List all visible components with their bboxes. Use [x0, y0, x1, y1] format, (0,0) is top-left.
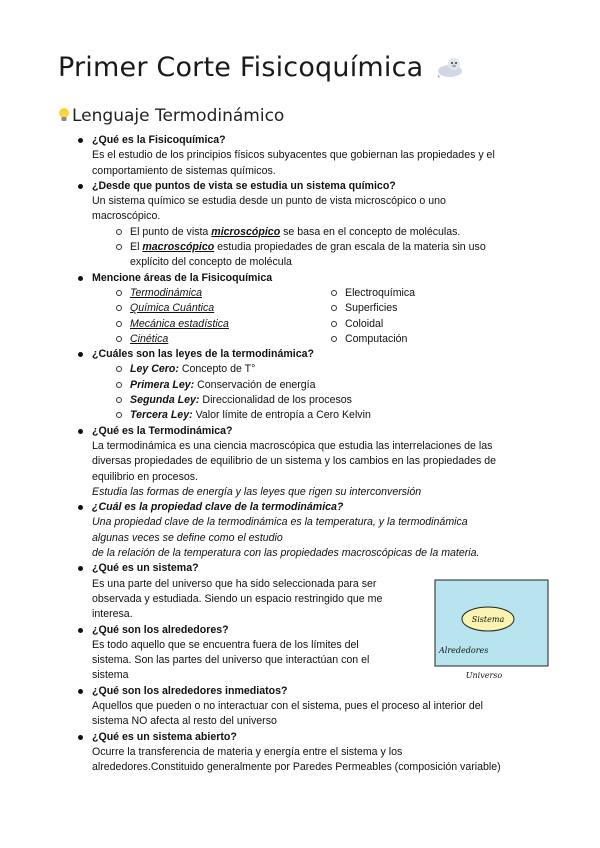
law-item [116, 378, 546, 393]
answer-line: Un sistema químico se estudia desde un punto de vista microscópico o uno [92, 195, 446, 208]
sub-list-item [116, 225, 546, 240]
emphasis-term: macroscópico [142, 241, 215, 254]
question: ¿Cuáles son las leyes de la termodinámica? [92, 348, 314, 361]
seal-icon [436, 55, 464, 86]
answer-line: alrededores.Constituido generalmente por Paredes Permeables (composición variable) [92, 761, 501, 774]
area-item: Coloidal [331, 317, 546, 332]
areas-columns [92, 286, 546, 347]
answer-line: comportamiento de sistemas químicos. [92, 164, 276, 177]
sub-text: El [130, 241, 143, 254]
universe-label: Universo [465, 671, 503, 680]
sub-text: se basa en el concepto de moléculas. [280, 225, 461, 238]
page-title [58, 52, 464, 86]
areas-right-list [331, 286, 546, 347]
answer-line: sistema NO afecta al resto del universo [92, 715, 277, 728]
law-desc: Conservación de energía [194, 378, 316, 391]
question: ¿Desde que puntos de vista se estudia un sistema químico? [92, 179, 396, 192]
page-title-text: Primer Corte Fisicoquímica [58, 52, 424, 83]
list-item [76, 133, 546, 179]
law-desc: Direccionalidad de los procesos [199, 394, 352, 407]
answer-line: La termodinámica es una ciencia macroscópica que estudia las interrelaciones de las [92, 439, 493, 452]
area-item [116, 301, 331, 316]
italic-note: Estudia las formas de energía y las leyes que rigen su interconversión [92, 485, 422, 498]
answer-line: Es el estudio de los principios físicos subyacentes que gobiernan las propiedades y el [92, 149, 495, 162]
answer-line: Es todo aquello que se encuentra fuera de los límites del [92, 638, 359, 651]
answer-line: Es una parte del universo que ha sido seleccionada para ser [92, 577, 377, 590]
emphasis-term: microscópico [211, 225, 281, 238]
sub-list [92, 225, 546, 271]
law-item [116, 408, 546, 423]
italic-line: Una propiedad clave de la termodinámica es la temperatura, y la termodinámica [92, 516, 468, 529]
question: Mencione áreas de la Fisicoquímica [92, 271, 273, 284]
answer-line: sistema [92, 669, 129, 682]
section-heading [58, 106, 284, 128]
question: ¿Qué son los alrededores? [92, 623, 229, 636]
system-label: Sistema [471, 615, 505, 624]
list-item [76, 500, 546, 561]
area-item [116, 317, 331, 332]
answer-line: diversas propiedades de equilibrio de un sistema y los cambios en las propiedades de [92, 455, 496, 468]
sub-text: explícito del concepto de molécula [130, 256, 292, 269]
law-desc: Valor límite de entropía a Cero Kelvin [192, 409, 371, 422]
system-diagram [434, 579, 549, 684]
law-name: Tercera Ley: [130, 409, 193, 422]
question: ¿Qué es la Fisicoquímica? [92, 134, 226, 146]
answer-line: macroscópico. [92, 210, 161, 223]
italic-line: de la relación de la temperatura con las propiedades macroscópicas de la materia. [92, 547, 480, 560]
answer-line: observada y estudiada. Siendo un espacio restringido que me [92, 592, 383, 605]
sub-list-item [116, 240, 546, 271]
surroundings-label: Alrededores [439, 646, 489, 655]
law-item [116, 362, 546, 377]
area-item: Superficies [331, 301, 546, 316]
law-name: Segunda Ley: [130, 394, 200, 407]
area-link: Química Cuántica [130, 302, 215, 315]
sub-text: El punto de vista [130, 225, 212, 238]
answer-line: equilibrio en procesos. [92, 470, 198, 483]
lightbulb-icon [58, 107, 70, 128]
question: ¿Qué es un sistema abierto? [92, 730, 237, 743]
area-item: Computación [331, 332, 546, 347]
answer-line: interesa. [92, 608, 133, 621]
list-item [76, 684, 546, 730]
area-link: Mecánica estadística [130, 317, 229, 330]
sub-text: estudia propiedades de gran escala de la materia sin uso [214, 241, 486, 254]
list-item [76, 347, 546, 423]
answer-line: sistema. Son las partes del universo que interactúan con el [92, 654, 370, 667]
answer-line: Aquellos que pueden o no interactuar con el sistema, pues el proceso al interior del [92, 699, 484, 712]
law-item [116, 393, 546, 408]
area-item: Electroquímica [331, 286, 546, 301]
area-link: Cinética [130, 332, 169, 345]
areas-left-list [92, 286, 331, 347]
list-item [76, 271, 546, 347]
answer-line: Ocurre la transferencia de materia y energía entre el sistema y los [92, 745, 403, 758]
question: ¿Cuál es la propiedad clave de la termodinámica? [92, 501, 344, 514]
list-item [76, 179, 546, 271]
law-name: Primera Ley: [130, 378, 195, 391]
italic-line: algunas veces se define como el estudio [92, 531, 283, 544]
list-item [76, 424, 546, 500]
law-desc: Concepto de T° [178, 363, 256, 376]
area-link: Termodinámica [130, 286, 203, 299]
law-name: Ley Cero: [130, 363, 179, 376]
list-item [76, 730, 546, 776]
question: ¿Qué son los alrededores inmediatos? [92, 684, 288, 697]
question: ¿Qué es un sistema? [92, 562, 199, 575]
area-item [116, 332, 331, 347]
laws-list [92, 362, 546, 423]
question: ¿Qué es la Termodinámica? [92, 424, 233, 437]
area-item [116, 286, 331, 301]
section-heading-text: Lenguaje Termodinámico [72, 106, 285, 126]
